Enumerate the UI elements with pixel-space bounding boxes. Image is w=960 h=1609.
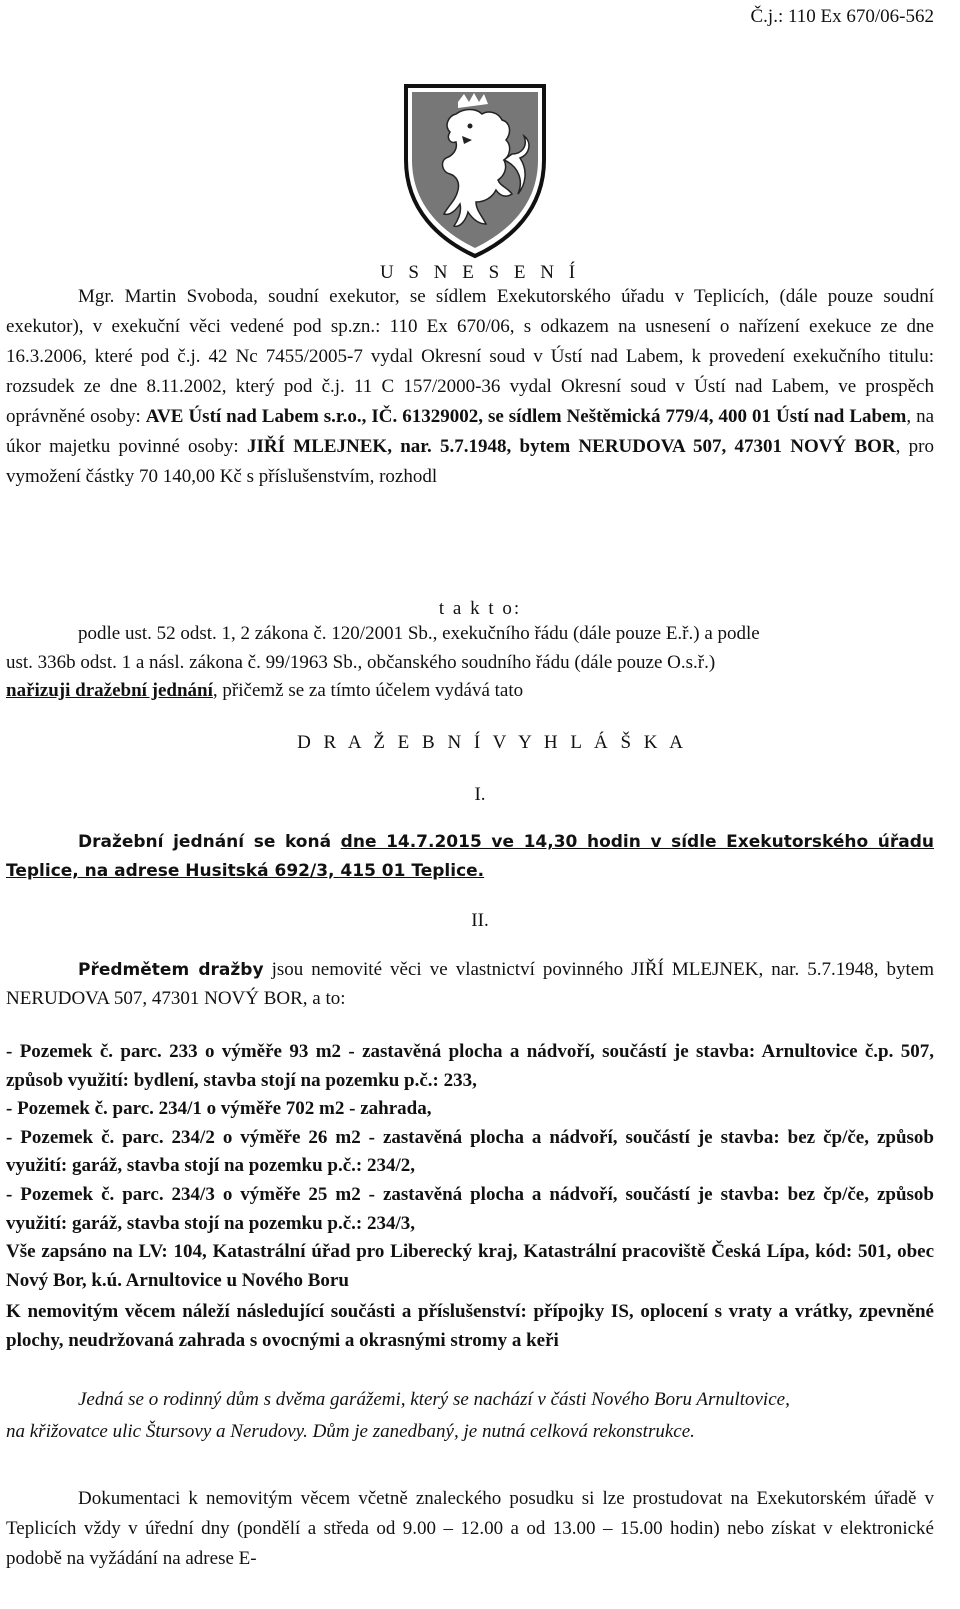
property-note (6, 1384, 934, 1448)
takto-label: t a k t o: (438, 598, 522, 619)
intro-text-2: , na úkor majetku povinné osoby: (6, 406, 935, 457)
list-item: - Pozemek č. parc. 233 o výměře 93 m2 - zastavěná plocha a nádvoří, součástí je stavba: Arnultovice č.p. 507, způsob využití: bydlení, stavba stojí na pozemku p.č.: 233, (6, 1041, 934, 1091)
state-emblem-icon (400, 80, 550, 260)
intro-text-1: Mgr. Martin Svoboda, soudní exekutor, se sídlem Exekutorského úřadu v Teplicích, (dále pouze soudní exekutor), v exekuční věci vedené pod sp.zn.: 110 Ex 670/06, s odkazem na usnesení o nařízení exekuce ze dne 16.3.2006, které pod č.j. 42 Nc 7455/2005-7 vydal Okresní soud v Ústí nad Labem, k provedení exekučního titulu: rozsudek ze dne 8.11.2002, který pod č.j. 11 C 157/2000-36 vydal Okresní soud v Ústí nad Labem, ve prospěch oprávněné osoby: (6, 286, 934, 427)
section-1-number: I. (474, 784, 486, 805)
document-title: U S N E S E N Í (379, 262, 581, 283)
creditor-name: AVE Ústí nad Labem s.r.o., IČ. 61329002, se sídlem Neštěmická 779/4, 400 01 Ústí nad Labem (145, 406, 907, 427)
section-2-number: II. (471, 910, 489, 931)
legal-line-2: ust. 336b odst. 1 a násl. zákona č. 99/1963 Sb., občanského soudního řádu (dále pouze O.s.ř.) (6, 651, 716, 673)
property-list (6, 1038, 934, 1295)
legal-paragraph (6, 620, 934, 706)
accessories-paragraph (6, 1298, 934, 1355)
note-line-1: Jedná se o rodinný dům s dvěma garážemi, který se nachází v části Nového Boru Arnultovice, (78, 1389, 790, 1410)
list-item: - Pozemek č. parc. 234/2 o výměře 26 m2 - zastavěná plocha a nádvoří, součástí je stavba: bez čp/če, způsob využití: garáž, stavba stojí na pozemku p.č.: 234/2, (6, 1126, 934, 1177)
accessories-text: K nemovitým věcem náleží následující součásti a příslušenství: přípojky IS, oplocení s vraty a vrátky, zpevněné plochy, neudržovaná zahrada s ovocnými a okrasnými stromy a keři (6, 1301, 934, 1351)
order-phrase: nařizuji dražební jednání (6, 680, 213, 702)
auction-notice-heading: D R A Ž E B N Í V Y H L Á Š K A (297, 732, 687, 753)
list-item: - Pozemek č. parc. 234/3 o výměře 25 m2 - zastavěná plocha a nádvoří, součástí je stavba: bez čp/če, způsob využití: garáž, stavba stojí na pozemku p.č.: 234/3, (6, 1183, 934, 1234)
intro-paragraph (6, 282, 934, 492)
section-2-paragraph (6, 956, 934, 1013)
legal-line-1: podle ust. 52 odst. 1, 2 zákona č. 120/2001 Sb., exekučního řádu (dále pouze E.ř.) a podle (78, 623, 760, 644)
documentation-text: Dokumentaci k nemovitým věcem včetně znaleckého posudku si lze prostudovat na Exekutorském úřadě v Teplicích vždy v úřední dny (pondělí a středa od 9.00 – 12.00 a od 13.00 – 15.00 hodin) nebo získat v elektronické podobě na vyžádání na adrese E- (6, 1488, 934, 1569)
auction-date-place: dne 14.7.2015 ve 14,30 hodin v sídle Exekutorského úřadu Teplice, na adrese Husitská 692/3, 415 01 Teplice. (6, 832, 934, 881)
section-1-paragraph (6, 828, 934, 885)
case-reference: Č.j.: 110 Ex 670/06-562 (750, 6, 934, 27)
legal-line-3: , přičemž se za tímto účelem vydává tato (212, 680, 524, 702)
intro-text-3: , pro vymožení částky 70 140,00 Kč s příslušenstvím, rozhodl (6, 436, 934, 487)
list-item: - Pozemek č. parc. 234/1 o výměře 702 m2 - zahrada, (6, 1098, 432, 1120)
auction-intro: Dražební jednání se koná (78, 832, 341, 852)
note-line-2: na křižovatce ulic Štursovy a Nerudovy. Dům je zanedbaný, je nutná celková rekonstrukce. (6, 1421, 695, 1442)
debtor-name: JIŘÍ MLEJNEK, nar. 5.7.1948, bytem NERUDOVA 507, 47301 NOVÝ BOR (246, 436, 896, 457)
subject-label: Předmětem dražby (78, 960, 264, 980)
documentation-paragraph (6, 1484, 934, 1574)
subject-text: jsou nemovité věci ve vlastnictví povinného JIŘÍ MLEJNEK, nar. 5.7.1948, bytem NERUDOVA 507, 47301 NOVÝ BOR, a to: (6, 959, 935, 1009)
list-item: Vše zapsáno na LV: 104, Katastrální úřad pro Liberecký kraj, Katastrální pracoviště Česká Lípa, kód: 501, obec Nový Bor, k.ú. Arnultovice u Nového Boru (6, 1241, 934, 1291)
